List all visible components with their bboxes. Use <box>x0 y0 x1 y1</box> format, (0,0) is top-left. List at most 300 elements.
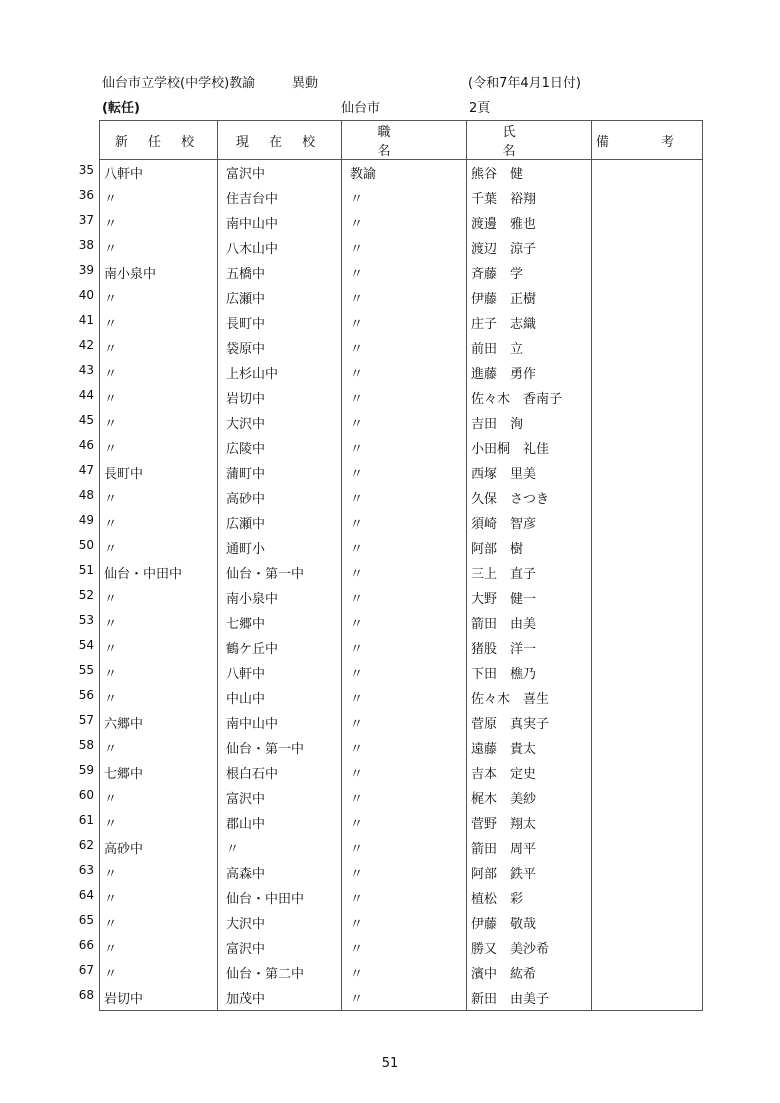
cell-notes <box>592 285 703 310</box>
cell-new-school <box>78 435 218 460</box>
cell-name <box>467 660 592 685</box>
cell-current-school-text: 仙台・第一中 <box>226 567 305 582</box>
cell-position-text: 〃 <box>350 267 364 282</box>
cell-new-school-text: 〃 <box>104 542 118 557</box>
cell-position-text: 〃 <box>350 242 364 257</box>
table-row <box>100 535 703 560</box>
row-number: 51 <box>78 563 94 577</box>
table-row <box>100 260 703 285</box>
cell-new-school-text: 〃 <box>104 667 118 682</box>
cell-name <box>467 510 592 535</box>
cell-current-school-text: 住吉台中 <box>226 192 279 207</box>
row-number: 49 <box>78 513 94 527</box>
cell-current-school-text: 鶴ケ丘中 <box>226 642 279 657</box>
cell-name-text: 箭田 周平 <box>471 842 537 857</box>
cell-name <box>467 735 592 760</box>
column-header-current-school: 現 在 校 <box>218 121 342 160</box>
cell-new-school-text: 〃 <box>104 292 118 307</box>
cell-name <box>467 285 592 310</box>
cell-current-school <box>218 660 342 685</box>
row-number: 58 <box>78 738 94 752</box>
cell-name-text: 渡邊 雅也 <box>471 217 537 232</box>
cell-notes <box>592 260 703 285</box>
row-number: 66 <box>78 938 94 952</box>
table-row <box>100 235 703 260</box>
row-number: 40 <box>78 288 94 302</box>
cell-position-text: 〃 <box>350 967 364 982</box>
cell-name-text: 久保 さつき <box>471 492 550 507</box>
cell-name <box>467 860 592 885</box>
cell-current-school-text: 通町小 <box>226 542 266 557</box>
cell-name <box>467 460 592 485</box>
cell-position <box>342 410 467 435</box>
cell-notes <box>592 735 703 760</box>
cell-notes <box>592 360 703 385</box>
cell-name-text: 猪股 洋一 <box>471 642 537 657</box>
cell-position <box>342 285 467 310</box>
row-number: 45 <box>78 413 94 427</box>
cell-position-text: 教諭 <box>350 167 377 182</box>
cell-current-school <box>218 885 342 910</box>
cell-name-text: 吉田 洵 <box>471 417 524 432</box>
cell-name <box>467 385 592 410</box>
cell-new-school-text: 仙台・中田中 <box>104 567 183 582</box>
cell-name <box>467 235 592 260</box>
cell-current-school-text: 仙台・中田中 <box>226 892 305 907</box>
row-number: 50 <box>78 538 94 552</box>
cell-name <box>467 610 592 635</box>
document-title: 仙台市立学校(中学校)教諭 <box>102 76 256 91</box>
cell-current-school-text: 五橋中 <box>226 267 266 282</box>
table-row <box>100 310 703 335</box>
cell-new-school-text: 〃 <box>104 967 118 982</box>
cell-position-text: 〃 <box>350 692 364 707</box>
cell-current-school <box>218 785 342 810</box>
cell-name <box>467 160 592 186</box>
cell-current-school <box>218 210 342 235</box>
cell-current-school-text: 富沢中 <box>226 167 266 182</box>
cell-notes <box>592 235 703 260</box>
cell-current-school <box>218 360 342 385</box>
cell-name-text: 庄子 志織 <box>471 317 537 332</box>
cell-name <box>467 435 592 460</box>
cell-name <box>467 585 592 610</box>
cell-name <box>467 935 592 960</box>
cell-position <box>342 360 467 385</box>
cell-position-text: 〃 <box>350 342 364 357</box>
cell-position <box>342 310 467 335</box>
page-label: 2頁 <box>469 101 491 116</box>
cell-current-school <box>218 510 342 535</box>
cell-current-school-text: 上杉山中 <box>226 367 279 382</box>
cell-notes <box>592 510 703 535</box>
cell-current-school-text: 広瀬中 <box>226 292 266 307</box>
cell-new-school <box>78 910 218 935</box>
table-row <box>100 360 703 385</box>
cell-position-text: 〃 <box>350 367 364 382</box>
cell-name-text: 菅野 翔太 <box>471 817 537 832</box>
cell-notes <box>592 460 703 485</box>
page-number: 51 <box>381 1056 399 1071</box>
cell-notes <box>592 760 703 785</box>
cell-name-text: 前田 立 <box>471 342 524 357</box>
cell-notes <box>592 985 703 1011</box>
row-number: 57 <box>78 713 94 727</box>
cell-position-text: 〃 <box>350 917 364 932</box>
cell-name-text: 新田 由美子 <box>471 992 550 1007</box>
cell-new-school-text: 六郷中 <box>104 717 144 732</box>
cell-current-school <box>218 385 342 410</box>
cell-position <box>342 960 467 985</box>
cell-current-school <box>218 235 342 260</box>
row-number: 56 <box>78 688 94 702</box>
cell-new-school <box>78 785 218 810</box>
cell-new-school <box>78 985 218 1011</box>
cell-name-text: 伊藤 正樹 <box>471 292 537 307</box>
cell-position <box>342 935 467 960</box>
cell-current-school-text: 広瀬中 <box>226 517 266 532</box>
cell-position <box>342 735 467 760</box>
cell-current-school-text: 八軒中 <box>226 667 266 682</box>
cell-new-school <box>78 535 218 560</box>
row-number: 41 <box>78 313 94 327</box>
cell-new-school <box>78 610 218 635</box>
cell-name-text: 進藤 勇作 <box>471 367 537 382</box>
table-row <box>100 660 703 685</box>
cell-current-school <box>218 260 342 285</box>
table-row <box>100 385 703 410</box>
row-number: 52 <box>78 588 94 602</box>
cell-new-school <box>78 485 218 510</box>
cell-position <box>342 910 467 935</box>
cell-position <box>342 210 467 235</box>
cell-position-text: 〃 <box>350 467 364 482</box>
row-number: 42 <box>78 338 94 352</box>
table-row <box>100 610 703 635</box>
cell-position <box>342 260 467 285</box>
cell-current-school-text: 南中山中 <box>226 717 279 732</box>
cell-position-text: 〃 <box>350 592 364 607</box>
cell-new-school-text: 高砂中 <box>104 842 144 857</box>
cell-position-text: 〃 <box>350 817 364 832</box>
cell-name-text: 吉本 定史 <box>471 767 537 782</box>
cell-position <box>342 185 467 210</box>
cell-current-school <box>218 760 342 785</box>
column-header-position: 職 名 <box>342 121 467 160</box>
cell-name <box>467 410 592 435</box>
row-number: 36 <box>78 188 94 202</box>
cell-current-school <box>218 710 342 735</box>
cell-name <box>467 335 592 360</box>
cell-current-school-text: 長町中 <box>226 317 266 332</box>
cell-new-school-text: 〃 <box>104 592 118 607</box>
cell-new-school <box>78 185 218 210</box>
cell-position-text: 〃 <box>350 767 364 782</box>
cell-current-school-text: 広陵中 <box>226 442 266 457</box>
cell-name-text: 阿部 樹 <box>471 542 524 557</box>
cell-new-school <box>78 410 218 435</box>
row-number: 53 <box>78 613 94 627</box>
cell-name <box>467 485 592 510</box>
cell-notes <box>592 560 703 585</box>
cell-name <box>467 910 592 935</box>
cell-new-school-text: 〃 <box>104 892 118 907</box>
cell-notes <box>592 835 703 860</box>
cell-current-school-text: 加茂中 <box>226 992 266 1007</box>
cell-current-school-text: 岩切中 <box>226 392 266 407</box>
cell-name-text: 勝又 美沙希 <box>471 942 550 957</box>
cell-new-school-text: 〃 <box>104 742 118 757</box>
cell-position-text: 〃 <box>350 392 364 407</box>
table-row <box>100 210 703 235</box>
cell-current-school <box>218 535 342 560</box>
row-number: 61 <box>78 813 94 827</box>
cell-new-school-text: 〃 <box>104 342 118 357</box>
cell-current-school <box>218 860 342 885</box>
cell-name-text: 菅原 真実子 <box>471 717 550 732</box>
row-number: 60 <box>78 788 94 802</box>
cell-position-text: 〃 <box>350 317 364 332</box>
cell-name <box>467 260 592 285</box>
cell-position <box>342 760 467 785</box>
cell-current-school-text: 中山中 <box>226 692 266 707</box>
cell-current-school <box>218 810 342 835</box>
cell-new-school <box>78 285 218 310</box>
cell-notes <box>592 960 703 985</box>
cell-name-text: 熊谷 健 <box>471 167 524 182</box>
cell-new-school-text: 〃 <box>104 792 118 807</box>
table-row <box>100 735 703 760</box>
table-row <box>100 960 703 985</box>
table-row <box>100 810 703 835</box>
cell-notes <box>592 785 703 810</box>
cell-current-school <box>218 485 342 510</box>
cell-position <box>342 485 467 510</box>
cell-new-school-text: 〃 <box>104 392 118 407</box>
table-row <box>100 460 703 485</box>
cell-position-text: 〃 <box>350 942 364 957</box>
cell-position <box>342 885 467 910</box>
cell-notes <box>592 210 703 235</box>
cell-current-school <box>218 460 342 485</box>
table-row <box>100 560 703 585</box>
cell-position-text: 〃 <box>350 292 364 307</box>
cell-name-text: 須崎 智彦 <box>471 517 537 532</box>
cell-current-school <box>218 835 342 860</box>
row-number: 54 <box>78 638 94 652</box>
cell-new-school <box>78 660 218 685</box>
cell-current-school <box>218 560 342 585</box>
cell-current-school <box>218 910 342 935</box>
cell-new-school <box>78 710 218 735</box>
cell-current-school-text: 根白石中 <box>226 767 279 782</box>
table-row <box>100 835 703 860</box>
cell-new-school-text: 七郷中 <box>104 767 144 782</box>
cell-position-text: 〃 <box>350 742 364 757</box>
cell-notes <box>592 385 703 410</box>
cell-new-school-text: 〃 <box>104 442 118 457</box>
section-label: (転任) <box>102 101 140 116</box>
table-row <box>100 760 703 785</box>
cell-new-school-text: 〃 <box>104 917 118 932</box>
cell-current-school-text: 〃 <box>226 842 240 857</box>
column-header-new-school: 新 任 校 <box>100 121 218 160</box>
cell-name-text: 植松 彩 <box>471 892 524 907</box>
cell-new-school-text: 〃 <box>104 417 118 432</box>
table-row <box>100 285 703 310</box>
row-number: 59 <box>78 763 94 777</box>
cell-notes <box>592 310 703 335</box>
cell-name <box>467 785 592 810</box>
cell-name-text: 阿部 鉄平 <box>471 867 537 882</box>
cell-current-school <box>218 310 342 335</box>
table-row <box>100 685 703 710</box>
cell-name-text: 遠藤 貴太 <box>471 742 537 757</box>
row-number: 46 <box>78 438 94 452</box>
cell-current-school <box>218 610 342 635</box>
cell-position-text: 〃 <box>350 642 364 657</box>
cell-name-text: 小田桐 礼佳 <box>471 442 550 457</box>
cell-notes <box>592 585 703 610</box>
cell-position-text: 〃 <box>350 892 364 907</box>
cell-notes <box>592 910 703 935</box>
cell-name <box>467 185 592 210</box>
cell-position <box>342 235 467 260</box>
cell-new-school-text: 〃 <box>104 942 118 957</box>
cell-name-text: 下田 樵乃 <box>471 667 537 682</box>
row-number: 44 <box>78 388 94 402</box>
table-row <box>100 510 703 535</box>
table-row <box>100 410 703 435</box>
cell-current-school <box>218 410 342 435</box>
table-row <box>100 785 703 810</box>
table-row <box>100 885 703 910</box>
cell-current-school <box>218 160 342 186</box>
cell-new-school <box>78 310 218 335</box>
row-number: 35 <box>78 163 94 177</box>
cell-position-text: 〃 <box>350 567 364 582</box>
cell-position <box>342 635 467 660</box>
cell-new-school <box>78 160 218 186</box>
table-row <box>100 485 703 510</box>
cell-position-text: 〃 <box>350 667 364 682</box>
cell-new-school-text: 〃 <box>104 692 118 707</box>
cell-new-school-text: 〃 <box>104 517 118 532</box>
row-number: 43 <box>78 363 94 377</box>
cell-current-school-text: 仙台・第二中 <box>226 967 305 982</box>
cell-notes <box>592 660 703 685</box>
column-header-notes: 備 考 <box>592 121 703 160</box>
cell-new-school-text: 長町中 <box>104 467 144 482</box>
cell-position-text: 〃 <box>350 417 364 432</box>
cell-new-school-text: 岩切中 <box>104 992 144 1007</box>
cell-notes <box>592 810 703 835</box>
cell-position-text: 〃 <box>350 217 364 232</box>
transfer-table <box>78 120 703 1011</box>
cell-name <box>467 985 592 1011</box>
cell-position <box>342 335 467 360</box>
row-number: 37 <box>78 213 94 227</box>
cell-notes <box>592 635 703 660</box>
table-header-row <box>100 121 703 160</box>
cell-name <box>467 560 592 585</box>
cell-position-text: 〃 <box>350 842 364 857</box>
cell-name-text: 濱中 紘希 <box>471 967 537 982</box>
cell-name <box>467 885 592 910</box>
cell-new-school-text: 〃 <box>104 317 118 332</box>
cell-position <box>342 685 467 710</box>
cell-position <box>342 535 467 560</box>
cell-current-school-text: 富沢中 <box>226 942 266 957</box>
cell-name <box>467 835 592 860</box>
cell-new-school <box>78 585 218 610</box>
cell-position <box>342 160 467 186</box>
table-row <box>100 910 703 935</box>
cell-position-text: 〃 <box>350 542 364 557</box>
table-row <box>100 710 703 735</box>
cell-name-text: 箭田 由美 <box>471 617 537 632</box>
cell-current-school-text: 郡山中 <box>226 817 266 832</box>
cell-name <box>467 710 592 735</box>
cell-name <box>467 310 592 335</box>
document-type: 異動 <box>292 76 319 91</box>
cell-new-school <box>78 385 218 410</box>
cell-current-school <box>218 585 342 610</box>
cell-new-school-text: 〃 <box>104 817 118 832</box>
cell-notes <box>592 485 703 510</box>
cell-name <box>467 960 592 985</box>
cell-position-text: 〃 <box>350 717 364 732</box>
cell-notes <box>592 335 703 360</box>
table-row <box>100 860 703 885</box>
cell-current-school-text: 大沢中 <box>226 417 266 432</box>
cell-new-school <box>78 885 218 910</box>
row-number: 67 <box>78 963 94 977</box>
table-row <box>100 160 703 186</box>
cell-notes <box>592 410 703 435</box>
cell-current-school <box>218 935 342 960</box>
cell-position <box>342 835 467 860</box>
cell-position <box>342 610 467 635</box>
city-label: 仙台市 <box>341 101 381 116</box>
cell-current-school <box>218 285 342 310</box>
cell-name-text: 西塚 里美 <box>471 467 537 482</box>
cell-new-school <box>78 210 218 235</box>
table-row <box>100 185 703 210</box>
row-number: 65 <box>78 913 94 927</box>
cell-new-school <box>78 935 218 960</box>
cell-current-school <box>218 985 342 1011</box>
cell-current-school <box>218 335 342 360</box>
table-row <box>100 935 703 960</box>
cell-current-school-text: 袋原中 <box>226 342 266 357</box>
cell-name-text: 渡辺 涼子 <box>471 242 537 257</box>
cell-new-school-text: 〃 <box>104 242 118 257</box>
cell-new-school <box>78 960 218 985</box>
cell-position <box>342 560 467 585</box>
column-header-name: 氏 名 <box>467 121 592 160</box>
cell-position-text: 〃 <box>350 867 364 882</box>
cell-current-school-text: 南中山中 <box>226 217 279 232</box>
cell-new-school <box>78 685 218 710</box>
cell-name <box>467 760 592 785</box>
row-number: 39 <box>78 263 94 277</box>
cell-position <box>342 710 467 735</box>
cell-current-school <box>218 685 342 710</box>
cell-new-school-text: 〃 <box>104 617 118 632</box>
cell-position <box>342 510 467 535</box>
cell-new-school <box>78 460 218 485</box>
